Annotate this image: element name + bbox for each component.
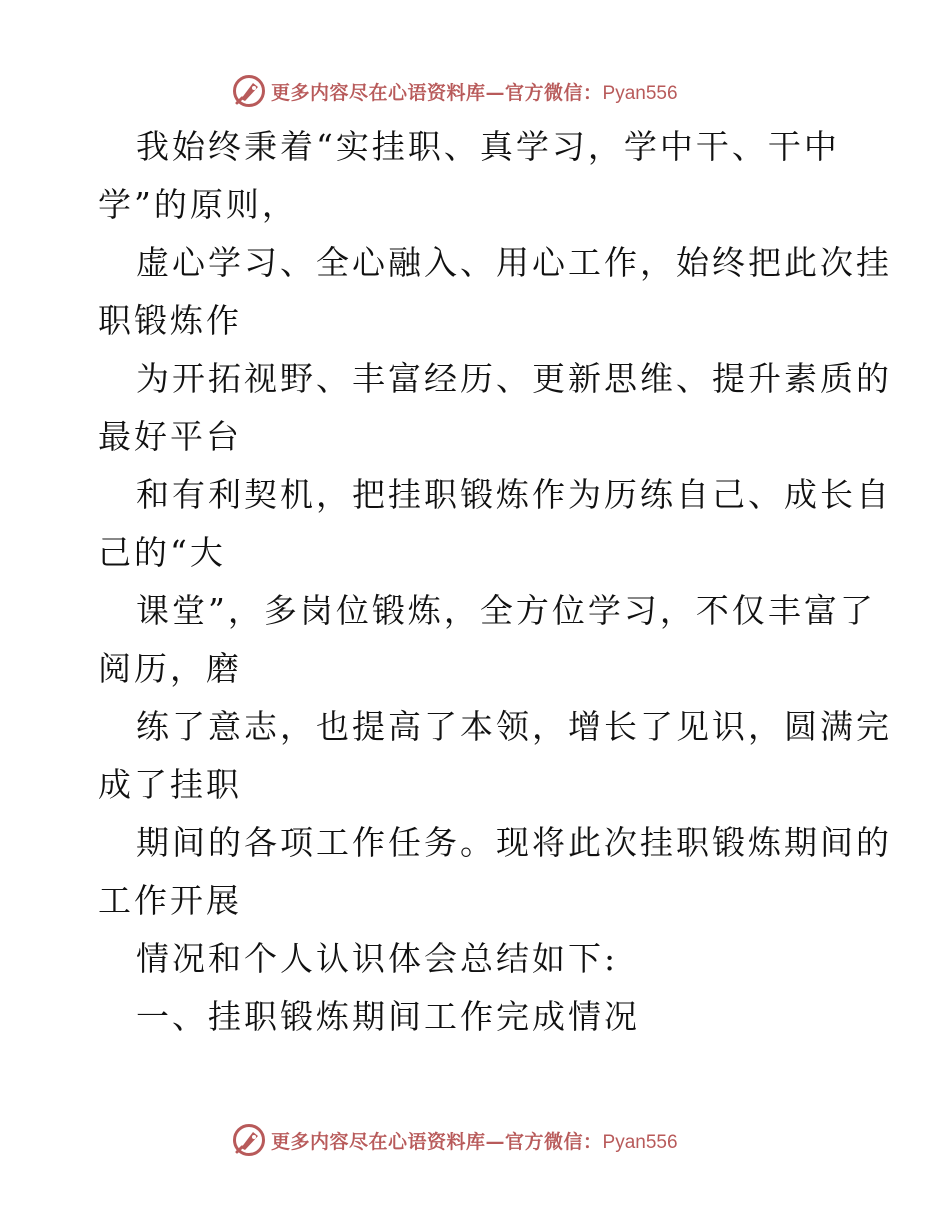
text-line: 己的“大 <box>98 533 226 572</box>
wechat-id: Pyan556 <box>602 82 678 104</box>
document-body <box>98 118 892 1046</box>
text-line: 期间的各项工作任务。现将此次挂职锻炼期间的 <box>136 823 892 862</box>
text-line: 工作开展 <box>98 881 242 920</box>
text-line: 为开拓视野、丰富经历、更新思维、提升素质的 <box>136 359 892 398</box>
section-heading: 一、挂职锻炼期间工作完成情况 <box>136 997 640 1036</box>
text-line: 情况和个人认识体会总结如下: <box>136 939 619 978</box>
pen-nib-logo-icon <box>232 1123 266 1157</box>
text-line: 学”的原则， <box>98 185 298 224</box>
text-line: 课堂”，多岗位锻炼，全方位学习，不仅丰富了 <box>136 591 876 630</box>
text-line: 最好平台 <box>98 417 242 456</box>
text-line: 我始终秉着“实挂职、真学习，学中干、干中 <box>136 127 840 166</box>
text-line: 阅历，磨 <box>98 649 242 688</box>
text-line: 成了挂职 <box>98 765 242 804</box>
pen-nib-logo-icon <box>232 74 266 108</box>
footer-watermark <box>232 1122 712 1158</box>
text-line: 虚心学习、全心融入、用心工作，始终把此次挂 <box>136 243 892 282</box>
text-line: 职锻炼作 <box>98 301 242 340</box>
watermark-text: 更多内容尽在心语资料库—官方微信：Pyan556 <box>271 1130 678 1153</box>
wechat-id: Pyan556 <box>602 1131 678 1153</box>
watermark-text: 更多内容尽在心语资料库—官方微信：Pyan556 <box>271 81 678 104</box>
header-watermark <box>232 73 712 109</box>
text-line: 和有利契机，把挂职锻炼作为历练自己、成长自 <box>136 475 892 514</box>
text-line: 练了意志，也提高了本领，增长了见识，圆满完 <box>136 707 892 746</box>
